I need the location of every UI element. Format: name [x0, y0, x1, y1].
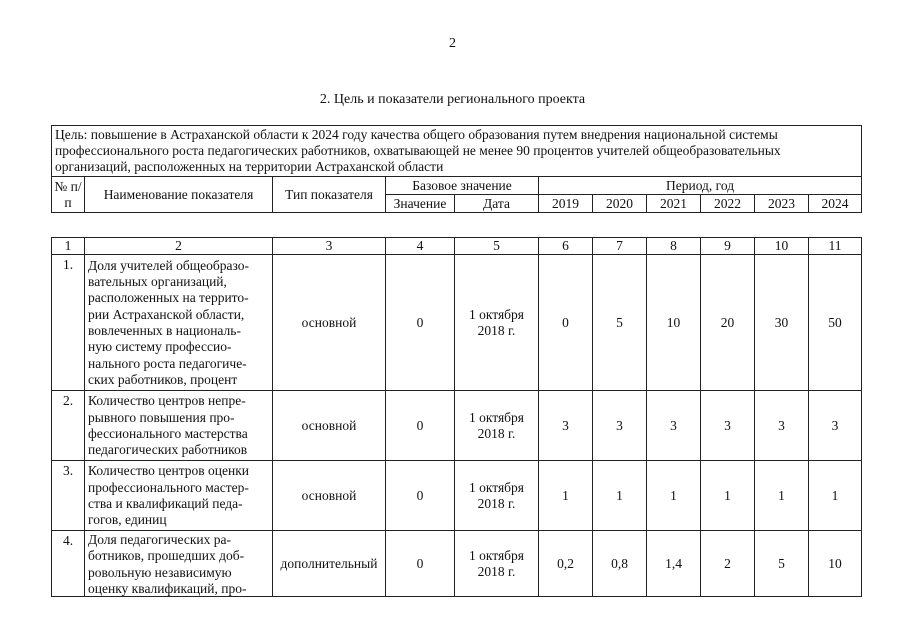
year-value: 5 [755, 531, 809, 597]
name-line: расположенных на террито- [88, 290, 249, 306]
column-number: 4 [386, 238, 455, 255]
year-value: 50 [809, 255, 862, 391]
indicator-name [85, 255, 273, 391]
name-line: Доля учителей общеобразо- [88, 257, 249, 273]
year-value: 3 [755, 391, 809, 461]
header-year: 2019 [539, 195, 593, 213]
goal-text: Цель: повышение в Астраханской области к 2024 году качества общего образования путем внедрения национальной системы профессионального роста педагогических работников, охватывающей не менее 90 процентов учителей общеобразовательных организаций, расположенных на территории Астраханской области [52, 126, 862, 177]
indicator-type: основной [273, 391, 386, 461]
indicator-type: основной [273, 255, 386, 391]
year-value: 0,2 [539, 531, 593, 597]
column-number: 11 [809, 238, 862, 255]
name-line: ства и квалификаций педа- [88, 496, 243, 511]
base-date: 1 октября 2018 г. [455, 531, 539, 597]
column-number: 6 [539, 238, 593, 255]
name-line: педагогических работников [88, 442, 248, 458]
indicator-type: основной [273, 461, 386, 531]
header-name: Наименование показателя [85, 177, 273, 213]
year-value: 1 [593, 461, 647, 531]
name-line: рывного повышения про- [88, 409, 235, 425]
name-line: профессионального мастер- [88, 479, 249, 495]
year-value: 1 [809, 461, 862, 531]
header-year: 2023 [755, 195, 809, 213]
column-number: 1 [52, 238, 85, 255]
column-number-row [52, 238, 862, 255]
year-value: 2 [701, 531, 755, 597]
goal-header-table [51, 125, 862, 213]
column-number: 2 [85, 238, 273, 255]
header-num: № п/п [52, 177, 85, 213]
base-date: 1 октября 2018 г. [455, 461, 539, 531]
year-value: 1,4 [647, 531, 701, 597]
table-row [52, 531, 862, 597]
column-number: 7 [593, 238, 647, 255]
year-value: 3 [647, 391, 701, 461]
base-value: 0 [386, 531, 455, 597]
header-base: Базовое значение [386, 177, 539, 195]
indicator-name [85, 531, 273, 597]
name-line: Доля педагогических ра- [88, 532, 231, 547]
base-date: 1 октября 2018 г. [455, 391, 539, 461]
header-year: 2020 [593, 195, 647, 213]
year-value: 1 [539, 461, 593, 531]
year-value: 1 [701, 461, 755, 531]
year-value: 1 [755, 461, 809, 531]
year-value: 10 [809, 531, 862, 597]
indicator-name [85, 391, 273, 461]
year-value: 3 [809, 391, 862, 461]
column-number: 10 [755, 238, 809, 255]
table-row [52, 255, 862, 391]
header-period: Период, год [539, 177, 862, 195]
table-row [52, 461, 862, 531]
name-line: ровольную независимую [88, 564, 232, 580]
year-value: 5 [593, 255, 647, 391]
name-line: Количество центров оценки [88, 463, 250, 479]
year-value: 10 [647, 255, 701, 391]
name-line: ботников, прошедших доб- [88, 548, 245, 564]
section-title: 2. Цель и показатели регионального проекта [319, 92, 586, 107]
base-date: 1 октября 2018 г. [455, 255, 539, 391]
row-number: 2. [52, 391, 85, 461]
name-line: ских работников, процент [88, 371, 238, 387]
row-number: 4. [52, 531, 85, 597]
year-value: 3 [593, 391, 647, 461]
year-value: 1 [647, 461, 701, 531]
name-line: рии Астраханской области, [88, 306, 245, 322]
indicators-table [51, 237, 862, 597]
header-year: 2024 [809, 195, 862, 213]
base-value: 0 [386, 391, 455, 461]
name-line: нального роста педагогиче- [88, 355, 247, 371]
header-year: 2022 [701, 195, 755, 213]
name-line: ную систему профессио- [88, 339, 232, 355]
page-number: 2 [449, 36, 456, 51]
row-number: 1. [52, 255, 85, 391]
year-value: 3 [539, 391, 593, 461]
column-number: 3 [273, 238, 386, 255]
year-value: 0,8 [593, 531, 647, 597]
year-value: 20 [701, 255, 755, 391]
column-number: 9 [701, 238, 755, 255]
indicator-name [85, 461, 273, 531]
header-base-date: Дата [455, 195, 539, 213]
name-line: оценку квалификаций, про- [88, 580, 247, 596]
header-base-value: Значение [386, 195, 455, 213]
year-value: 30 [755, 255, 809, 391]
base-value: 0 [386, 255, 455, 391]
name-line: вательных организаций, [88, 274, 227, 290]
header-year: 2021 [647, 195, 701, 213]
name-line: фессионального мастерства [88, 426, 248, 441]
name-line: гогов, единиц [88, 512, 167, 528]
header-type: Тип показателя [273, 177, 386, 213]
column-number: 8 [647, 238, 701, 255]
year-value: 0 [539, 255, 593, 391]
row-number: 3. [52, 461, 85, 531]
indicator-type: дополнительный [273, 531, 386, 597]
year-value: 3 [701, 391, 755, 461]
column-number: 5 [455, 238, 539, 255]
base-value: 0 [386, 461, 455, 531]
name-line: вовлеченных в националь- [88, 323, 241, 338]
table-row [52, 391, 862, 461]
name-line: Количество центров непре- [88, 393, 246, 409]
